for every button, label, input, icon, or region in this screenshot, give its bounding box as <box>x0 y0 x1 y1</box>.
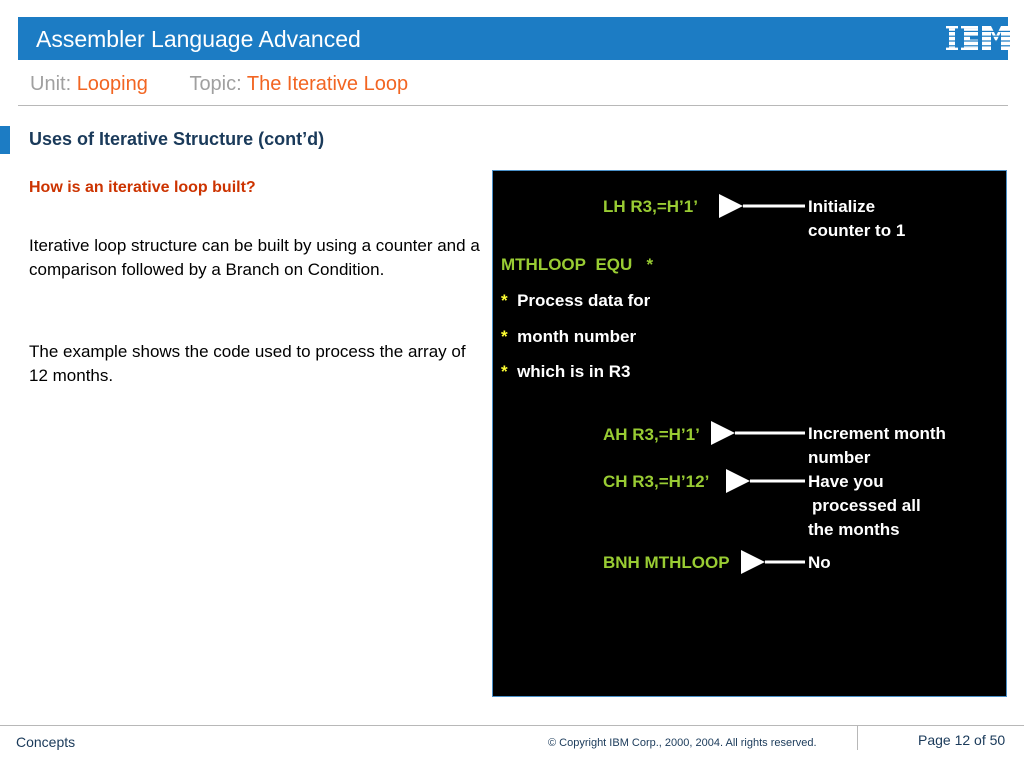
ibm-logo <box>946 26 1010 50</box>
annotation-have-line3: the months <box>808 520 900 539</box>
code-example-panel <box>492 170 1007 697</box>
code-label-mthloop: MTHLOOP EQU * <box>501 255 654 274</box>
topic-value: The Iterative Loop <box>246 73 409 95</box>
question-heading: How is an iterative loop built? <box>29 179 256 196</box>
footer-section: Concepts <box>16 734 76 750</box>
code-ch: CH R3,=H’12’ <box>603 472 710 491</box>
comment-text-2: month number <box>517 327 637 346</box>
annotation-increment-line1: Increment month <box>808 424 946 443</box>
annotation-have-line1: Have you <box>808 472 884 491</box>
comment-star: * <box>501 327 508 346</box>
annotation-have-line2: processed all <box>812 496 921 515</box>
presentation-title: Assembler Language Advanced <box>36 26 361 52</box>
code-bnh: BNH MTHLOOP <box>603 553 730 572</box>
section-accent-bar <box>0 126 10 154</box>
unit-value: Looping <box>76 73 148 95</box>
code-lh: LH R3,=H’1’ <box>603 197 698 216</box>
unit-label: Unit: <box>30 73 72 95</box>
annotation-arrows <box>493 171 1008 698</box>
annotation-initialize-line2: counter to 1 <box>808 221 906 240</box>
header-divider <box>18 105 1008 106</box>
annotation-increment-line2: number <box>808 448 871 467</box>
comment-text-3: which is in R3 <box>517 362 631 381</box>
section-title: Uses of Iterative Structure (cont’d) <box>29 129 325 149</box>
page-number: Page 12 of 50 <box>918 732 1006 748</box>
comment-star: * <box>501 291 508 310</box>
annotation-no: No <box>808 553 831 572</box>
footer-divider <box>0 725 1024 726</box>
code-ah: AH R3,=H’1’ <box>603 425 700 444</box>
paragraph-example: The example shows the code used to process the array of 12 months. <box>29 342 466 385</box>
topic-label: Topic: <box>189 73 242 95</box>
comment-star: * <box>501 362 508 381</box>
title-bar <box>18 17 1008 60</box>
footer-separator <box>857 726 858 750</box>
comment-text-1: Process data for <box>517 291 651 310</box>
footer-copyright: © Copyright IBM Corp., 2000, 2004. All rights reserved. <box>548 737 817 749</box>
paragraph-loop-structure: Iterative loop structure can be built by using a counter and a comparison followed by a Branch on Condition. <box>29 236 480 279</box>
annotation-initialize-line1: Initialize <box>808 197 876 216</box>
unit-topic-line <box>30 73 408 96</box>
